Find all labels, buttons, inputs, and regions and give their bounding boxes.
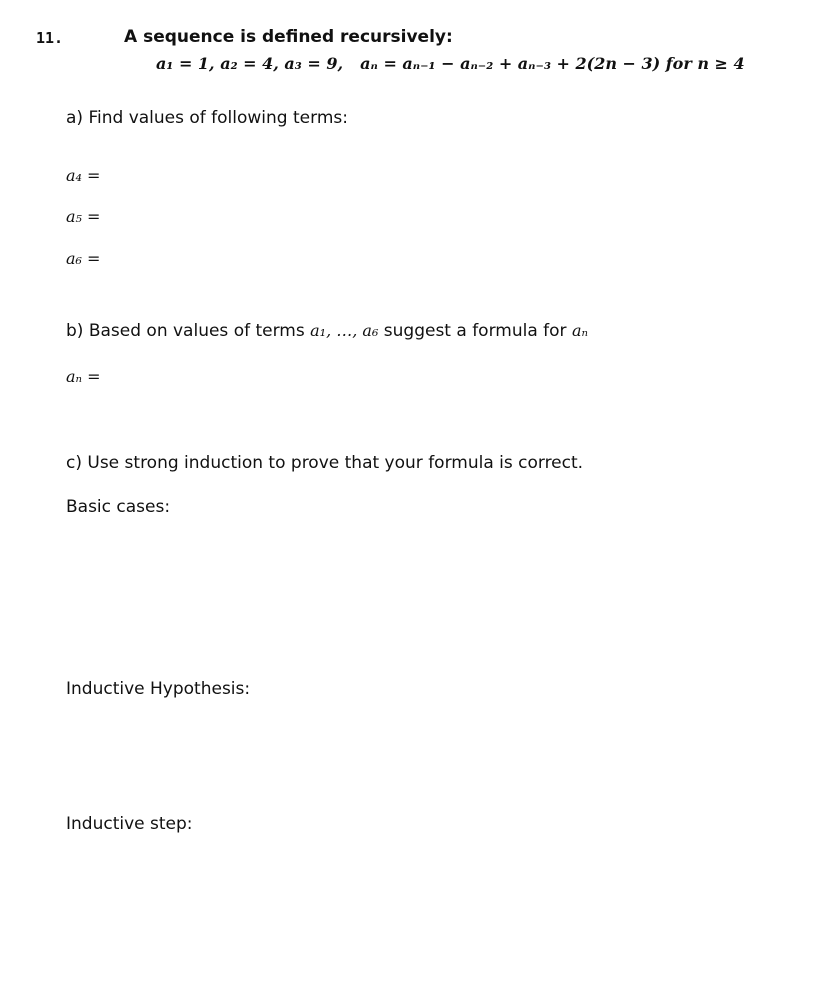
question-heading: A sequence is defined recursively:: [124, 27, 453, 47]
part-b-terms: a₁, …, a₆: [310, 321, 379, 340]
part-b-prompt: [66, 321, 588, 341]
part-c-prompt: c) Use strong induction to prove that your formula is correct.: [66, 453, 584, 473]
recursive-definition: [156, 54, 745, 73]
answer-a6-label: a₆ =: [66, 249, 101, 268]
part-b-prefix: b) Based on values of terms: [66, 321, 311, 341]
answer-a5-label: a₅ =: [66, 207, 101, 226]
basic-cases-label: Basic cases:: [66, 497, 171, 517]
part-b-target: aₙ: [571, 321, 588, 340]
inductive-step-label: Inductive step:: [66, 814, 193, 834]
part-a-prompt: a) Find values of following terms:: [66, 108, 348, 128]
part-b-mid: suggest a formula for: [378, 321, 572, 341]
inductive-hypothesis-label: Inductive Hypothesis:: [66, 679, 251, 699]
recurrence-formula: aₙ = aₙ₋₁ − aₙ₋₂ + aₙ₋₃ + 2(2n − 3): [360, 54, 661, 73]
recurrence-condition: for n ≥ 4: [665, 54, 745, 73]
question-number: 11.: [36, 29, 64, 47]
answer-a4-label: a₄ =: [66, 166, 101, 185]
initial-terms: a₁ = 1, a₂ = 4, a₃ = 9,: [156, 54, 344, 73]
answer-an-label: aₙ =: [66, 367, 101, 386]
